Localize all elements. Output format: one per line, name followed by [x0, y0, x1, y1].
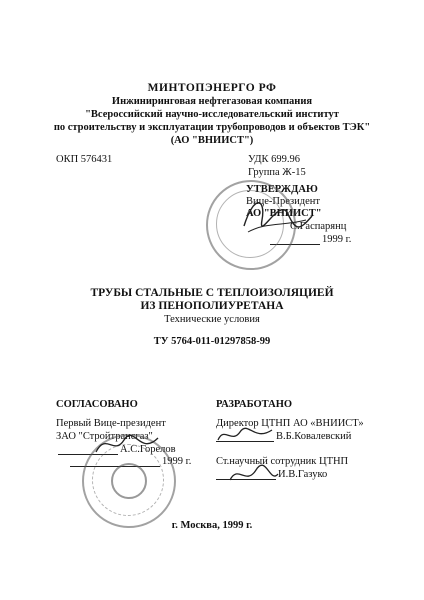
- agreed-signature: [92, 426, 162, 466]
- group-code: Группа Ж-15: [248, 167, 306, 178]
- approve-year: 1999 г.: [322, 234, 352, 245]
- agreed-org: ЗАО "Стройтрансгаз": [56, 431, 153, 442]
- approve-name: С.Гаспарянц: [290, 221, 347, 232]
- institute-short: (АО "ВНИИСТ"): [170, 135, 254, 146]
- developed-signature-2: [226, 460, 282, 490]
- tu-number: ТУ 5764-011-01297858-99: [153, 336, 271, 347]
- agreed-year: 1999 г.: [162, 456, 192, 467]
- approve-title: УТВЕРЖДАЮ: [246, 184, 318, 195]
- ministry-title: МИНТОПЭНЕРГО РФ: [147, 82, 277, 94]
- okp-code: ОКП 576431: [56, 154, 113, 165]
- developed-name-2: И.В.Газуко: [278, 469, 328, 480]
- institute-line-2: по строительству и эксплуатации трубопроводов и объектов ТЭК": [53, 122, 371, 133]
- city-year: г. Москва, 1999 г.: [171, 520, 253, 531]
- developed-title: РАЗРАБОТАНО: [216, 399, 293, 410]
- doc-title-line-1: ТРУБЫ СТАЛЬНЫЕ С ТЕПЛОИЗОЛЯЦИЕЙ: [90, 287, 334, 299]
- approve-org: АО "ВНИИСТ": [246, 208, 322, 219]
- doc-title-line-2: ИЗ ПЕНОПОЛИУРЕТАНА: [140, 300, 284, 312]
- agreed-position: Первый Вице-президент: [56, 418, 166, 429]
- agreed-title: СОГЛАСОВАНО: [56, 399, 138, 410]
- approval-signature: [236, 186, 316, 246]
- company-name: Инжиниринговая нефтегазовая компания: [111, 96, 313, 107]
- agreed-seal-logo: [111, 463, 147, 499]
- udk-code: УДК 699.96: [248, 154, 301, 165]
- developed-signature-1: [214, 422, 276, 450]
- developed-position-1: Директор ЦТНП АО «ВНИИСТ»: [216, 418, 364, 429]
- developed-name-1: В.Б.Ковалевский: [276, 431, 352, 442]
- approve-position: Вице-Президент: [246, 196, 320, 207]
- institute-line-1: "Всероссийский научно-исследовательский институт: [85, 109, 339, 120]
- developed-position-2: Ст.научный сотрудник ЦТНП: [216, 456, 349, 467]
- agreed-name: А.С.Горелов: [120, 444, 176, 455]
- doc-subtitle: Технические условия: [164, 314, 260, 325]
